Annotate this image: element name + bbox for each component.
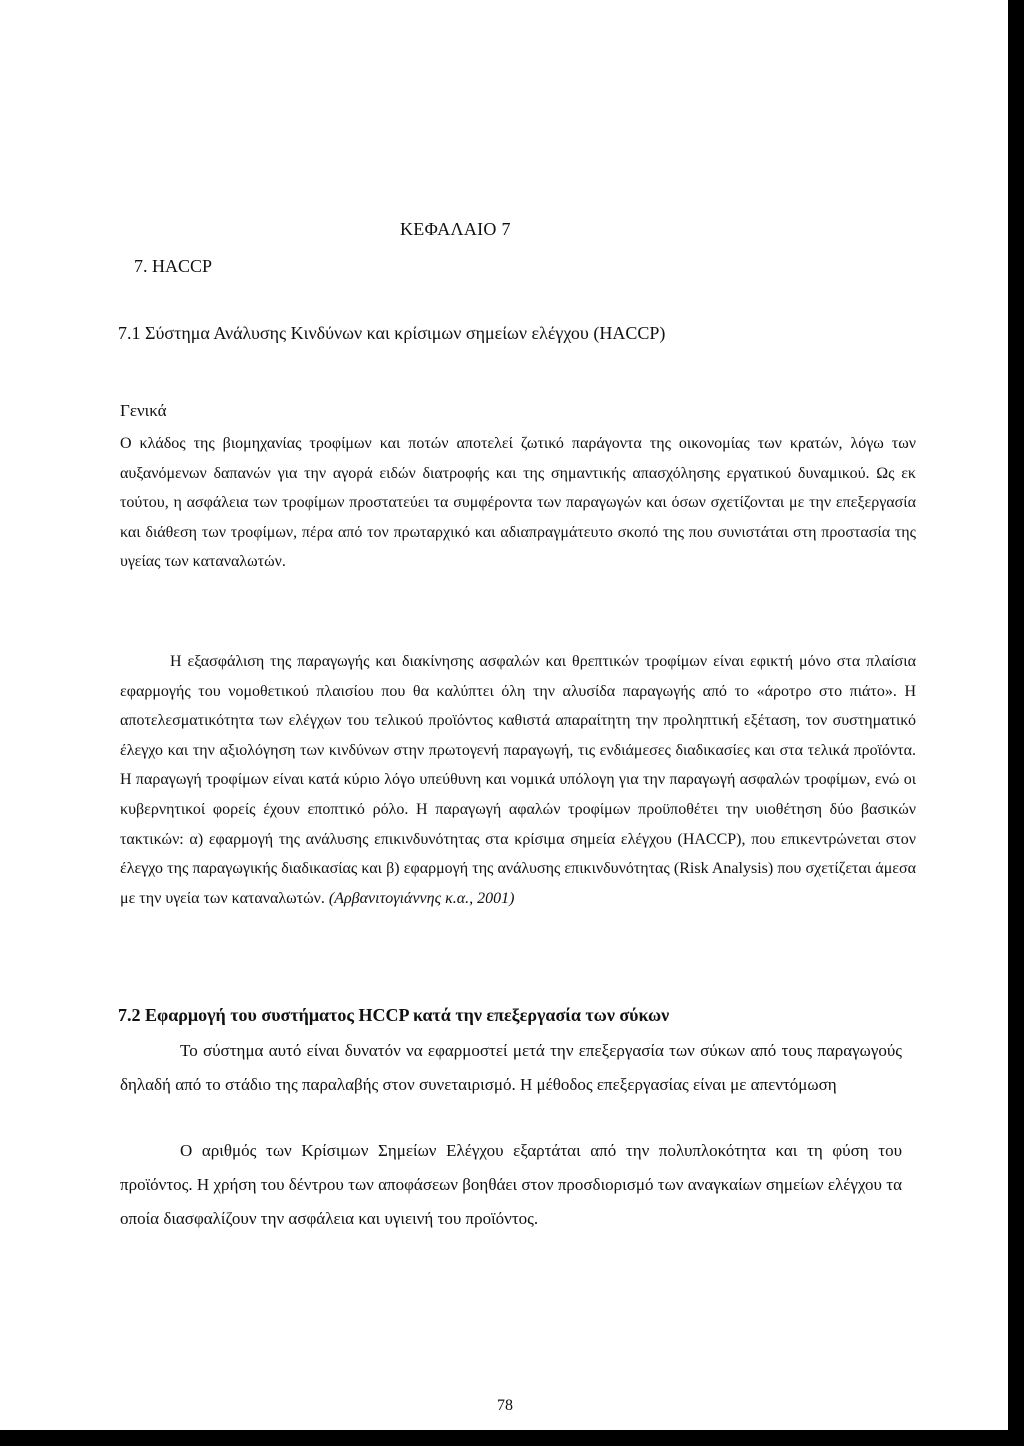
paragraph-application-text: Το σύστημα αυτό είναι δυνατόν να εφαρμοστεί μετά την επεξεργασία των σύκων από τους παραγωγούς δηλαδή από το στάδιο της παραλαβής στον συνεταιρισμό. Η μέθοδος επεξεργασίας είναι με απεντόμωση [120, 1041, 902, 1094]
section-heading-7-2: 7.2 Εφαρμογή του συστήματος HCCP κατά την επεξεργασία των σύκων [118, 1005, 670, 1025]
paragraph-application [120, 1034, 902, 1102]
subheading-general: Γενικά [120, 401, 167, 420]
page-number: 78 [497, 1397, 513, 1414]
paragraph-critical-points [120, 1134, 902, 1236]
citation: (Αρβανιτογιάννης κ.α., 2001) [328, 889, 515, 907]
paragraph-safety-text: Η εξασφάλιση της παραγωγής και διακίνησης ασφαλών και θρεπτικών τροφίμων είναι εφικτή μόνο στα πλαίσια εφαρμογής του νομοθετικού πλαισίου που θα καλύπτει όλη την αλυσίδα παραγωγής από το «άροτρο στο πιάτο». Η αποτελεσματικότητα των ελέγχων του τελικού προϊόντος καθιστά απαραίτητη την προληπτική εξέταση, τον συστηματικό έλεγχο και την αξιολόγηση των κινδύνων στην πρωτογενή παραγωγή, τις ενδιάμεσες διαδικασίες και στα τελικά προϊόντα. Η παραγωγή τροφίμων είναι κατά κύριο λόγο υπεύθυνη και νομικά υπόλογη για την παραγωγή ασφαλών τροφίμων, ενώ οι κυβερνητικοί φορείς έχουν εποπτικό ρόλο. Η παραγωγή αφαλών τροφίμων προϋποθέτει την υιοθέτηση δύο βασικών τακτικών: α) εφαρμογή της ανάλυσης επικινδυνότητας στα κρίσιμα σημεία ελέγχου (HACCP), που επικεντρώνεται στον έλεγχο της παραγωγικής διαδικασίας και β) εφαρμογή της ανάλυσης επικινδυνότητας (Risk Analysis) που σχετίζεται άμεσα με την υγεία των καταναλωτών. [120, 653, 916, 907]
paragraph-critical-points-text: Ο αριθμός των Κρίσιμων Σημείων Ελέγχου εξαρτάται από την πολυπλοκότητα και τη φύση του προϊόντος. Η χρήση του δέντρου των αποφάσεων βοηθάει στον προσδιορισμό των αναγκαίων σημείων ελέγχου τα οποία διασφαλίζουν την ασφάλεια και υγιεινή του προϊόντος. [120, 1141, 902, 1228]
paragraph-intro [120, 429, 916, 577]
section-heading-7-1: 7.1 Σύστημα Ανάλυσης Κινδύνων και κρίσιμων σημείων ελέγχου (HACCP) [118, 323, 666, 343]
chapter-title: ΚΕΦΑΛΑΙΟ 7 [400, 219, 511, 239]
chapter-heading: 7. HACCP [134, 256, 213, 276]
paragraph-safety [120, 647, 916, 913]
paragraph-intro-text: Ο κλάδος της βιομηχανίας τροφίμων και ποτών αποτελεί ζωτικό παράγοντα της οικονομίας των κρατών, λόγω των αυξανόμενων δαπανών για την αγορά ειδών διατροφής και της σημαντικής απασχόλησης εργατικού δυναμικού. Ως εκ τούτου, η ασφάλεια των τροφίμων προστατεύει τα συμφέροντα των παραγωγών και όσων σχετίζονται με την επεξεργασία και διάθεση των τροφίμων, πέρα από τον πρωταρχικό και αδιαπραγμάτευτο σκοπό της που συνιστάται στη προστασία της υγείας των καταναλωτών. [120, 435, 916, 571]
